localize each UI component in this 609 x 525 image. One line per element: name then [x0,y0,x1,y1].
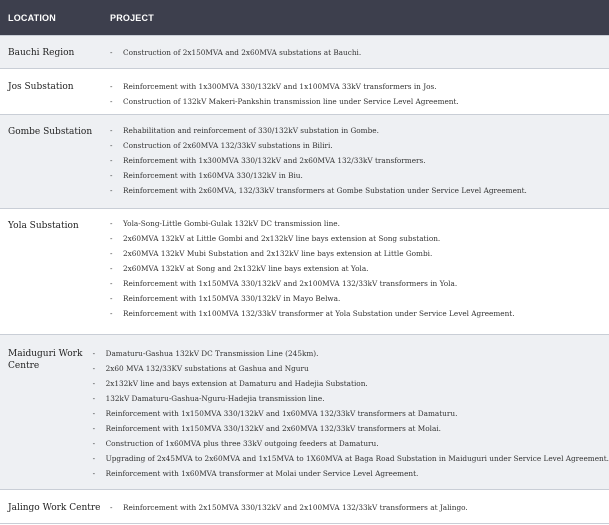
project-text: Reinforcement with 1x150MVA 330/132kV and 2x60MVA 132/33kV transformers at Molai. [105,424,441,433]
bullet-dash: - [110,249,113,258]
project-text: Construction of 1x60MVA plus three 33kV outgoing feeders at Damaturu. [105,439,379,448]
row-location: Bauchi Region [8,48,75,58]
bullet-dash: - [110,141,113,150]
bullet-dash: - [110,219,113,228]
list-item [110,216,609,231]
location-column-header: LOCATION [8,12,56,23]
bullet-dash: - [110,156,113,165]
table-row [0,334,609,489]
table-row [0,68,609,114]
project-text: Construction of 132kV Makeri-Pankshin transmission line under Service Level Agreement. [123,97,459,106]
project-text: Reinforcement with 1x150MVA 330/132kV and 2x100MVA 132/33kV transformers in Yola. [123,279,458,288]
list-item [110,291,609,306]
bullet-dash: - [110,48,113,57]
bullet-dash: - [92,379,96,388]
project-text: Reinforcement with 1x300MVA 330/132kV and 1x100MVA 33kV transformers in Jos. [123,82,437,91]
bullet-dash: - [110,186,113,195]
project-text: Reinforcement with 1x60MVA 330/132kV in Biu. [123,171,303,180]
bullet-dash: - [110,82,113,91]
row-location: Jalingo Work Centre [8,503,101,513]
list-item [93,391,609,406]
list-item [110,500,609,515]
list-item [93,361,609,376]
project-text: Reinforcement with 1x60MVA transformer at Molai under Service Level Agreement. [105,469,419,478]
list-item [93,406,609,421]
list-item [93,376,609,391]
bullet-dash: - [110,126,113,135]
list-item [110,123,609,138]
list-item [93,421,609,436]
bullet-dash: - [110,264,113,273]
project-text: Reinforcement with 1x150MVA 330/132kV in Mayo Belwa. [123,294,341,303]
project-text: Reinforcement with 2x150MVA 330/132kV and 2x100MVA 132/33kV transformers at Jalingo. [123,503,468,512]
row-location: Maiduguri Work Centre [8,349,83,371]
list-item [110,168,609,183]
project-text: 2x60 MVA 132/33KV substations at Gashua and Nguru [105,364,309,373]
project-text: Upgrading of 2x45MVA to 2x60MVA and 1x15MVA to 1X60MVA at Baga Road Substation in Maiduguri under Service Level Agreement. [105,454,609,463]
table-row [0,114,609,208]
project-text: 2x60MVA 132kV at Song and 2x132kV line bays extension at Yola. [123,264,369,273]
project-list [110,115,609,208]
project-text: Reinforcement with 1x100MVA 132/33kV transformer at Yola Substation under Service Level Agreement. [123,309,515,318]
table-row [0,35,609,68]
bullet-dash: - [110,97,113,106]
bullet-dash: - [92,349,96,358]
project-list [110,490,609,523]
bullet-dash: - [110,171,113,180]
table-bottom-rule [0,523,609,524]
list-item [110,138,609,153]
table-header [0,0,609,35]
project-text: Reinforcement with 1x150MVA 330/132kV and 1x60MVA 132/33kV transformers at Damaturu. [105,409,458,418]
table-body [0,35,609,523]
bullet-dash: - [92,454,96,463]
list-item [93,346,609,361]
project-text: 2x132kV line and bays extension at Damaturu and Hadejia Substation. [105,379,368,388]
project-list [110,209,609,334]
bullet-dash: - [92,424,96,433]
project-text: 2x60MVA 132kV Mubi Substation and 2x132kV line bays extension at Little Gombi. [123,249,433,258]
project-text: Damaturu-Gashua 132kV DC Transmission Line (245km). [105,349,319,358]
bullet-dash: - [110,309,113,318]
project-list [93,335,609,489]
bullet-dash: - [110,294,113,303]
list-item [110,153,609,168]
list-item [110,45,609,60]
project-text: Rehabilitation and reinforcement of 330/132kV substation in Gombe. [123,126,379,135]
list-item [110,94,609,109]
bullet-dash: - [92,394,96,403]
list-item [110,79,609,94]
list-item [93,436,609,451]
project-text: Construction of 2x150MVA and 2x60MVA substations at Bauchi. [123,48,362,57]
list-item [110,306,609,321]
row-location: Gombe Substation [8,127,93,137]
project-list [110,36,609,68]
project-text: 132kV Damaturu-Gashua-Nguru-Hadejia transmission line. [105,394,325,403]
list-item [110,183,609,198]
table-row [0,208,609,334]
bullet-dash: - [92,439,96,448]
list-item [110,276,609,291]
row-location: Jos Substation [8,82,74,92]
list-item [110,246,609,261]
project-text: Yola-Song-Little Gombi-Gulak 132kV DC transmission line. [123,219,340,228]
list-item [93,451,609,466]
bullet-dash: - [110,234,113,243]
project-list [110,69,609,114]
project-text: 2x60MVA 132kV at Little Gombi and 2x132kV line bays extension at Song substation. [123,234,441,243]
bullet-dash: - [92,469,96,478]
list-item [110,261,609,276]
row-location: Yola Substation [8,221,79,231]
project-text: Reinforcement with 1x300MVA 330/132kV and 2x60MVA 132/33kV transformers. [123,156,426,165]
bullet-dash: - [110,503,113,512]
table-row [0,489,609,523]
list-item [110,231,609,246]
project-column-header: PROJECT [110,12,154,23]
list-item [93,466,609,481]
bullet-dash: - [92,364,96,373]
project-text: Reinforcement with 2x60MVA, 132/33kV transformers at Gombe Substation under Service Level Agreement. [123,186,527,195]
bullet-dash: - [92,409,96,418]
bullet-dash: - [110,279,113,288]
project-text: Construction of 2x60MVA 132/33kV substations in Biliri. [123,141,333,150]
